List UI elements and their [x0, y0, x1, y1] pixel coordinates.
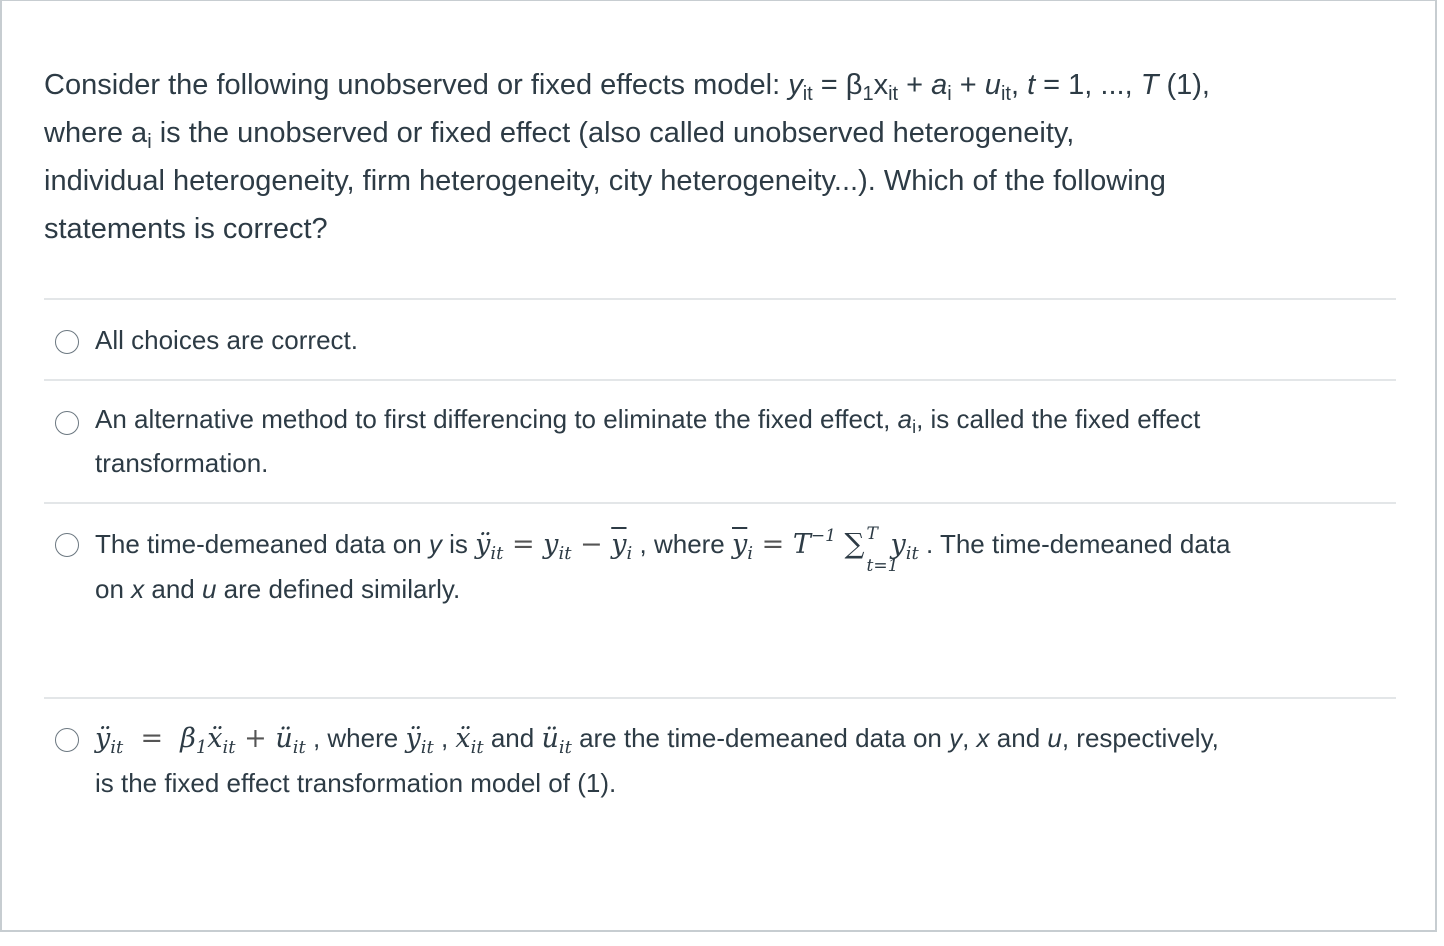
question-line-3: individual heterogeneity, firm heterogeneity, city heterogeneity...). Which of the following [44, 165, 1166, 197]
answer-divider [44, 502, 1396, 504]
question-line-2: where $a_i$ is the unobserved or fixed effect (also called unobserved heterogeneity, [44, 117, 1075, 153]
mean-y-formula: $\overline{y}_i = T^{-1}$ ∑ T t=1 $y_{it}$ [732, 524, 919, 576]
answer-divider [44, 697, 1396, 699]
answer-option-3[interactable] [44, 505, 1396, 697]
answer-label-2: An alternative method to first differencing to eliminate the fixed effect, $a_i$, is called the fixed effect transformation. [95, 404, 1201, 478]
question-text [44, 61, 1364, 253]
radio-button-1[interactable] [55, 330, 79, 354]
question-line-4: statements is correct? [44, 213, 328, 245]
answer-label-1: All choices are correct. [95, 325, 358, 355]
answer-option-2[interactable] [44, 382, 1396, 502]
answer-option-1[interactable] [44, 301, 1396, 379]
radio-button-4[interactable] [55, 728, 79, 752]
question-line-1: Consider the following unobserved or fixed effects model: $y_{it} = \beta_1x_{it} + a_i + u_{it}$, t = 1, ..., T (1), [44, 69, 1210, 105]
answer-label-4: $ÿ_{it}$ = $\beta_1ẍ_{it}$ + $ü_{it}$ , where $ÿ_{it}$ , ẍ$_{it}$ and $ü_{it}$ are the time-demeaned data on y, x and u, respectively, is the fixed effect transformation model of (1). [95, 723, 1219, 798]
answer-label-3: The time-demeaned data on y is $ÿ_{it} = y_{it} - \overline{y}_i$ , where $\overline{y}_i = T^{-1}$ ∑ T t=1 $y_{it}$ . The time-demeaned data on x and u are defined similarly. [95, 524, 1231, 604]
answer-divider [44, 379, 1396, 381]
radio-button-2[interactable] [55, 411, 79, 435]
radio-button-3[interactable] [55, 533, 79, 557]
answer-option-4[interactable] [44, 700, 1396, 830]
demeaned-y-formula: $ÿ_{it} = y_{it} - \overline{y}_i$ [475, 529, 633, 564]
fixed-effect-model-formula: $ÿ_{it}$ = $\beta_1ẍ_{it}$ + $ü_{it}$ [95, 723, 306, 758]
answer-divider [44, 298, 1396, 300]
